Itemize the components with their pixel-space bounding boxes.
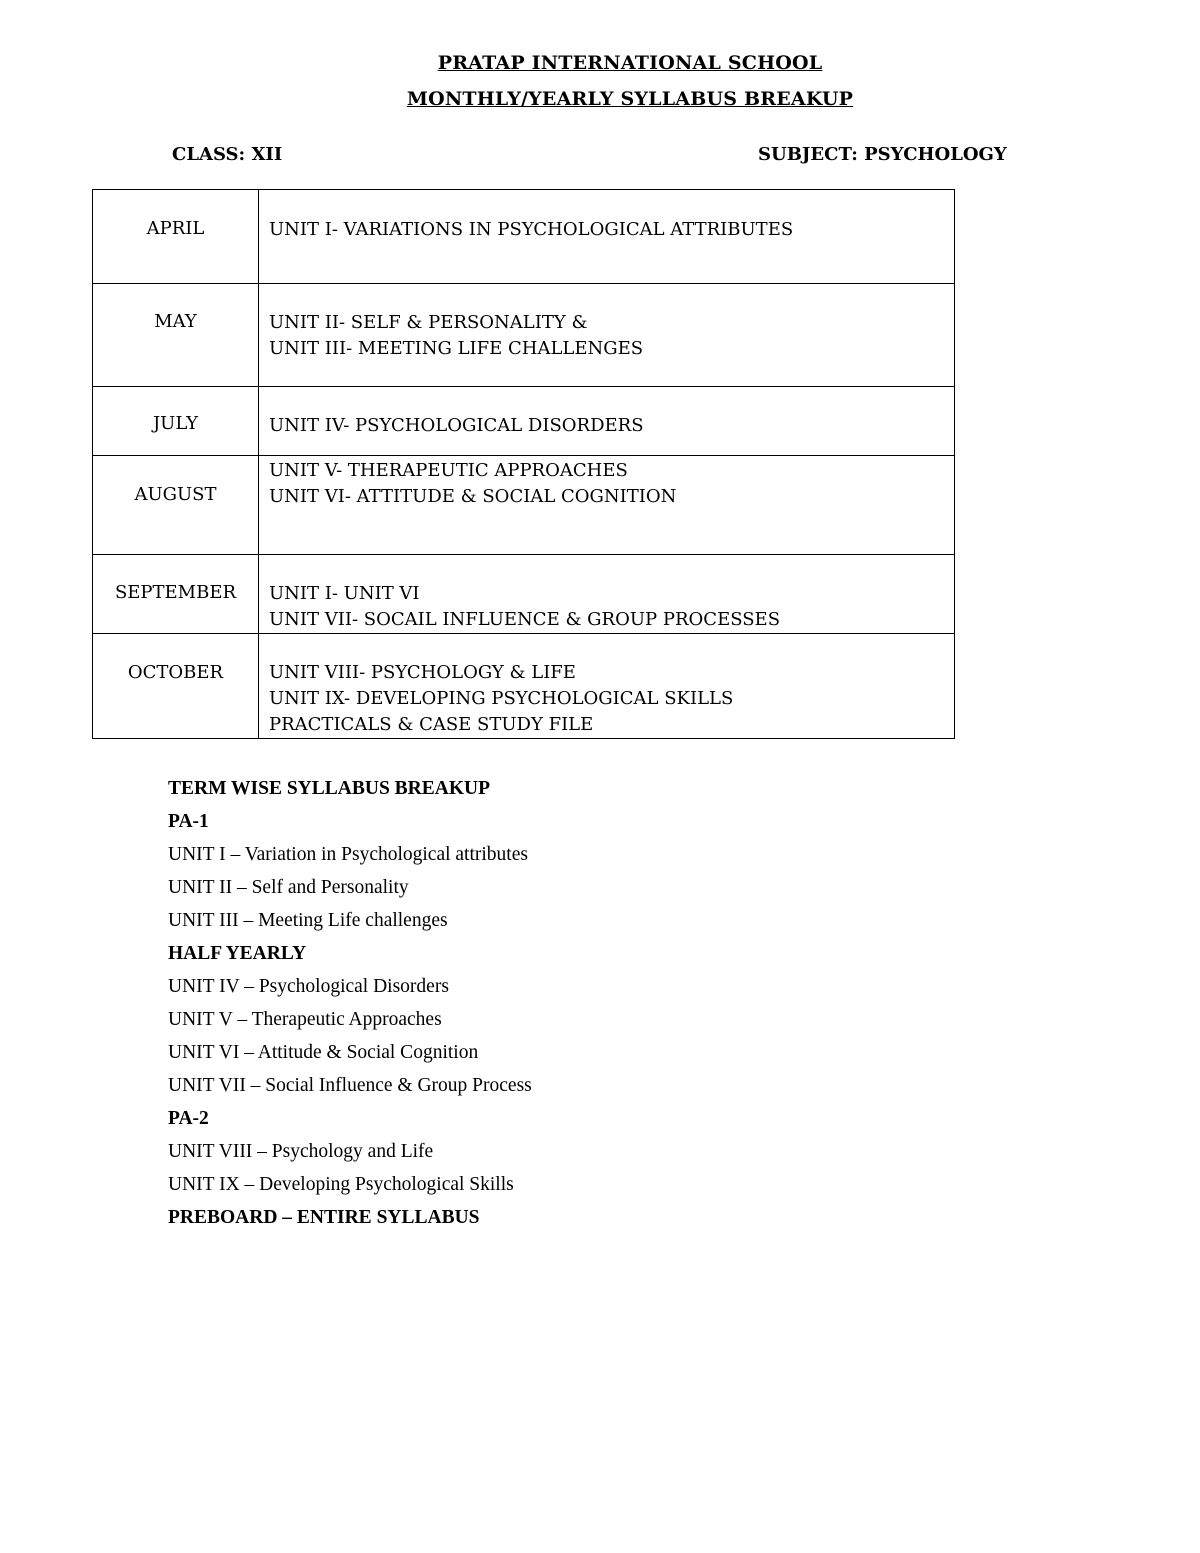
units-cell [259,456,955,555]
month-cell [93,456,259,555]
month-cell [93,634,259,739]
month-cell [93,387,259,456]
month-cell [93,284,259,387]
table-row [93,190,955,284]
units-cell [259,634,955,739]
month-label: AUGUST [134,484,217,505]
term-heading: TERM WISE SYLLABUS BREAKUP [168,778,491,799]
unit-line: UNIT V- THERAPEUTIC APPROACHES [269,460,628,481]
month-label: JULY [152,413,199,434]
unit-line: UNIT III- MEETING LIFE CHALLENGES [269,338,644,359]
list-item: UNIT I – Variation in Psychological attributes [168,844,528,865]
subject-label: SUBJECT: PSYCHOLOGY [758,144,1007,165]
list-item: UNIT III – Meeting Life challenges [168,910,448,931]
list-item: UNIT VI – Attitude & Social Cognition [168,1042,479,1063]
monthly-syllabus-table [92,189,955,739]
units-cell [259,190,955,284]
list-item: UNIT IV – Psychological Disorders [168,976,449,997]
table-row [93,456,955,555]
unit-line: UNIT VI- ATTITUDE & SOCIAL COGNITION [269,486,677,507]
pa2-label: PA-2 [168,1108,209,1129]
table-row [93,634,955,739]
month-label: SEPTEMBER [114,582,237,603]
unit-line: UNIT VIII- PSYCHOLOGY & LIFE [269,662,576,683]
class-label: CLASS: XII [172,144,283,165]
half-yearly-label: HALF YEARLY [168,943,307,964]
list-item: UNIT V – Therapeutic Approaches [168,1009,442,1030]
unit-line: PRACTICALS & CASE STUDY FILE [269,714,594,735]
list-item: UNIT II – Self and Personality [168,877,409,898]
preboard-label: PREBOARD – ENTIRE SYLLABUS [168,1207,480,1228]
month-cell [93,555,259,634]
units-cell [259,284,955,387]
unit-line: UNIT I- UNIT VI [269,583,420,604]
table-row [93,284,955,387]
pa1-label: PA-1 [168,811,209,832]
table-row [93,555,955,634]
unit-line: UNIT I- VARIATIONS IN PSYCHOLOGICAL ATTRIBUTES [269,219,794,240]
document-subtitle: MONTHLY/YEARLY SYLLABUS BREAKUP [406,88,854,110]
month-label: OCTOBER [127,662,224,683]
month-label: MAY [154,311,197,332]
list-item: UNIT VIII – Psychology and Life [168,1141,434,1162]
month-label: APRIL [146,218,205,239]
list-item: UNIT VII – Social Influence & Group Process [168,1075,532,1096]
unit-line: UNIT IV- PSYCHOLOGICAL DISORDERS [269,415,644,436]
term-wise-section [168,776,532,1238]
month-cell [93,190,259,284]
table-row [93,387,955,456]
unit-line: UNIT II- SELF & PERSONALITY & [269,312,588,333]
school-name: PRATAP INTERNATIONAL SCHOOL [437,52,823,74]
list-item: UNIT IX – Developing Psychological Skills [168,1174,514,1195]
unit-line: UNIT IX- DEVELOPING PSYCHOLOGICAL SKILLS [269,688,734,709]
units-cell [259,387,955,456]
unit-line: UNIT VII- SOCAIL INFLUENCE & GROUP PROCESSES [269,609,781,630]
units-cell [259,555,955,634]
